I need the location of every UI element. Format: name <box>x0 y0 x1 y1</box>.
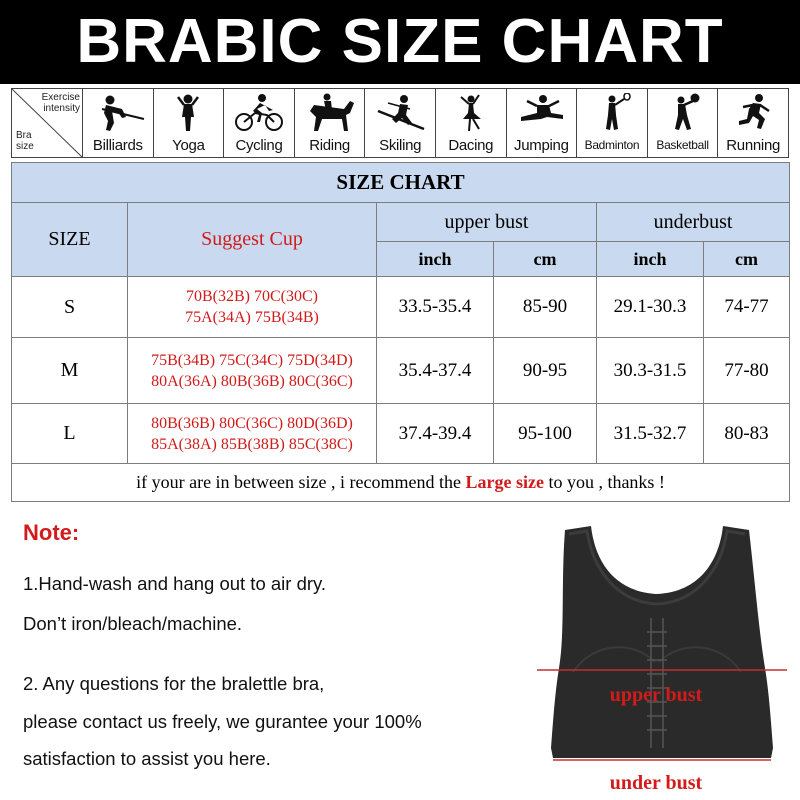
upper-inch-cell: 33.5-35.4 <box>377 277 494 338</box>
sports-bra-image <box>533 522 791 800</box>
billiards-icon <box>88 93 148 133</box>
footnote-text: if your are in between size , i recommend the <box>136 472 466 492</box>
corner-label-exercise: Exercise intensity <box>41 92 80 114</box>
size-recommendation-note <box>12 464 790 502</box>
note-line: 2. Any questions for the bralettle bra, <box>23 673 325 694</box>
note-title: Note: <box>23 520 80 545</box>
riding-icon <box>300 93 360 133</box>
under-cm-cell: 80-83 <box>704 404 790 464</box>
cup-cell <box>128 277 377 338</box>
skiing-icon <box>370 93 430 133</box>
under-bust-label: under bust <box>609 772 703 794</box>
cup-line: 75A(34A) 75B(34B) <box>185 309 319 326</box>
header-upper-bust: upper bust <box>377 203 597 242</box>
sport-jumping <box>507 89 578 157</box>
sport-label: Skiling <box>379 137 422 154</box>
cup-line: 80A(36A) 80B(36B) 80C(36C) <box>151 372 353 390</box>
basketball-icon <box>653 93 713 133</box>
note-line: Don’t iron/bleach/machine. <box>23 613 243 634</box>
cycling-icon <box>229 93 289 133</box>
size-chart-table <box>11 162 790 502</box>
footnote-text: to you , thanks ! <box>543 472 665 492</box>
subheader-cm: cm <box>494 242 597 277</box>
cup-line: 75B(34B) 75C(34C) 75D(34D) <box>151 351 353 369</box>
sport-label: Billiards <box>92 137 143 154</box>
note-line: satisfaction to assist you here. <box>23 748 271 769</box>
sport-label: Running <box>726 137 781 154</box>
upper-cm-cell: 90-95 <box>494 338 597 404</box>
table-row <box>12 338 790 404</box>
header-underbust: underbust <box>597 203 790 242</box>
size-cell: L <box>12 404 128 464</box>
page-title: BRABIC SIZE CHART <box>0 0 800 84</box>
size-cell: M <box>12 338 128 404</box>
subheader-inch: inch <box>377 242 494 277</box>
subheader-cm: cm <box>704 242 790 277</box>
sport-cycling <box>224 89 295 157</box>
cup-line: 70B(32B) 70C(30C) <box>186 288 318 305</box>
under-cm-cell: 77-80 <box>704 338 790 404</box>
subheader-inch: inch <box>597 242 704 277</box>
table-row <box>12 277 790 338</box>
size-chart-title: SIZE CHART <box>12 163 790 203</box>
running-icon <box>723 93 783 133</box>
sport-label: Dacing <box>448 137 494 154</box>
sport-badminton <box>577 89 648 157</box>
size-cell: S <box>12 277 128 338</box>
upper-inch-cell: 35.4-37.4 <box>377 338 494 404</box>
dancing-icon <box>441 93 501 133</box>
cup-line: 80B(36B) 80C(36C) 80D(36D) <box>151 414 353 432</box>
sport-skiing <box>365 89 436 157</box>
sport-label: Cycling <box>235 137 283 154</box>
cup-line: 85A(38A) 85B(38B) 85C(38C) <box>151 435 353 453</box>
bra-body <box>551 526 773 758</box>
cup-cell <box>128 338 377 404</box>
under-inch-cell: 31.5-32.7 <box>597 404 704 464</box>
upper-bust-label: upper bust <box>609 684 703 706</box>
jumping-icon <box>511 93 571 133</box>
footnote-highlight: Large size <box>465 472 544 492</box>
under-cm-cell: 74-77 <box>704 277 790 338</box>
sport-label: Jumping <box>514 137 569 154</box>
sport-dancing <box>436 89 507 157</box>
upper-inch-cell: 37.4-39.4 <box>377 404 494 464</box>
sport-label: Riding <box>309 137 350 154</box>
header-size: SIZE <box>12 203 128 277</box>
under-inch-cell: 30.3-31.5 <box>597 338 704 404</box>
sport-yoga <box>154 89 225 157</box>
under-inch-cell: 29.1-30.3 <box>597 277 704 338</box>
sport-billiards <box>83 89 154 157</box>
yoga-icon <box>158 93 218 133</box>
cup-cell <box>128 404 377 464</box>
note-line: please contact us freely, we gurantee your 100% <box>23 711 422 732</box>
sport-running <box>718 89 788 157</box>
exercise-intensity-row <box>11 88 789 158</box>
table-row <box>12 404 790 464</box>
sport-basketball <box>648 89 719 157</box>
note-line: 1.Hand-wash and hang out to air dry. <box>23 573 327 594</box>
sport-label: Basketball <box>656 138 709 152</box>
upper-cm-cell: 85-90 <box>494 277 597 338</box>
corner-label-bra-size: Bra size <box>16 130 34 152</box>
sport-label: Badminton <box>584 138 640 152</box>
upper-cm-cell: 95-100 <box>494 404 597 464</box>
badminton-icon <box>582 93 642 133</box>
sport-riding <box>295 89 366 157</box>
intensity-corner-cell <box>12 89 83 157</box>
header-suggest-cup: Suggest Cup <box>128 203 377 277</box>
sport-label: Yoga <box>172 137 205 154</box>
